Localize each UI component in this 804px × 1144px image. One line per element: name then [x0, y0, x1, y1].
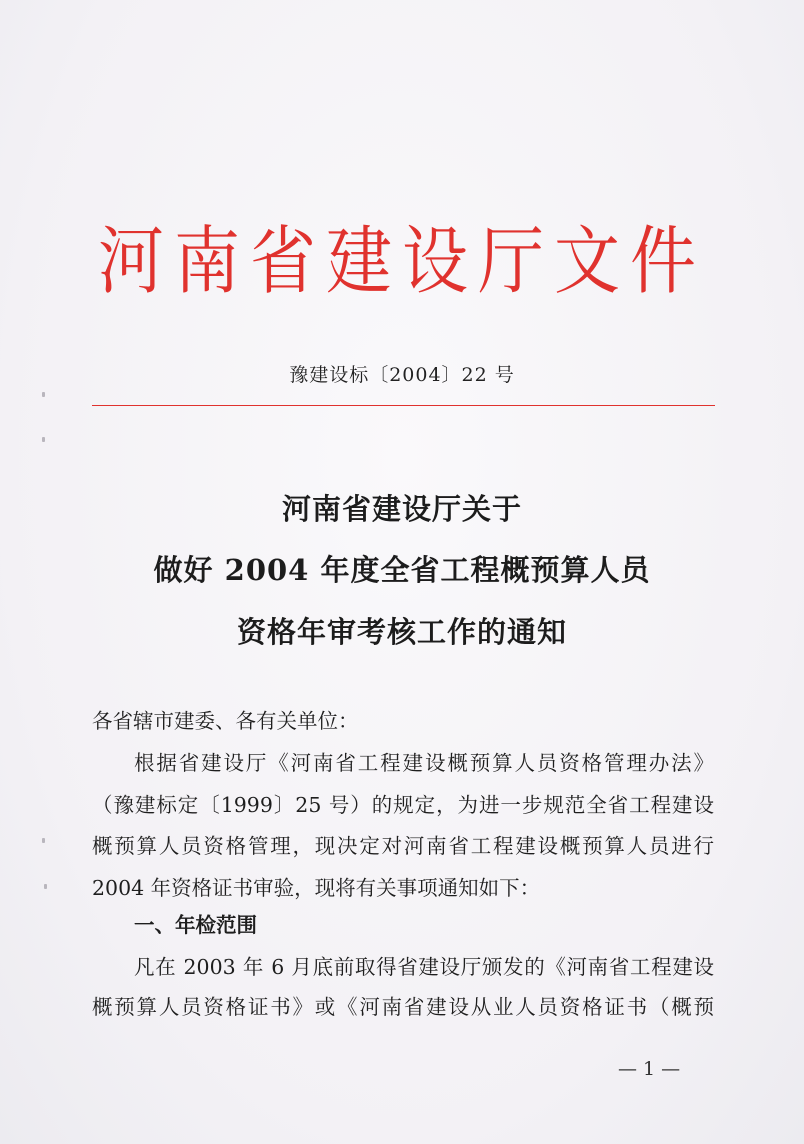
notice-title-line-3: 资格年审考核工作的通知 — [236, 615, 567, 649]
page-number: — 1 — — [618, 1058, 681, 1080]
body-line-2: （豫建标定〔1999〕25 号）的规定，为进一步规范全省工程建设 — [92, 793, 714, 817]
binding-hole-mark — [42, 437, 45, 442]
section-heading: 一、年检范围 — [134, 913, 257, 937]
body-line-3: 概预算人员资格管理，现决定对河南省工程建设概预算人员进行 — [92, 834, 714, 858]
red-separator-line — [92, 405, 715, 406]
salutation: 各省辖市建委、各有关单位： — [92, 709, 359, 733]
document-number: 豫建设标〔2004〕22 号 — [289, 364, 515, 386]
section-line-1: 凡在 2003 年 6 月底前取得省建设厅颁发的《河南省工程建设 — [134, 955, 714, 979]
masthead-title: 河南省建设厅文件 — [98, 218, 706, 305]
binding-hole-mark — [42, 838, 45, 843]
notice-title-line-1: 河南省建设厅关于 — [281, 492, 522, 526]
body-line-4: 2004 年资格证书审验，现将有关事项通知如下： — [92, 876, 541, 900]
binding-hole-mark — [42, 392, 45, 397]
section-line-2: 概预算人员资格证书》或《河南省建设从业人员资格证书（概预 — [92, 995, 714, 1019]
binding-hole-mark — [44, 884, 47, 889]
body-line-1: 根据省建设厅《河南省工程建设概预算人员资格管理办法》 — [134, 751, 714, 775]
notice-title-line-2: 做好 2004 年度全省工程概预算人员 — [153, 553, 651, 587]
